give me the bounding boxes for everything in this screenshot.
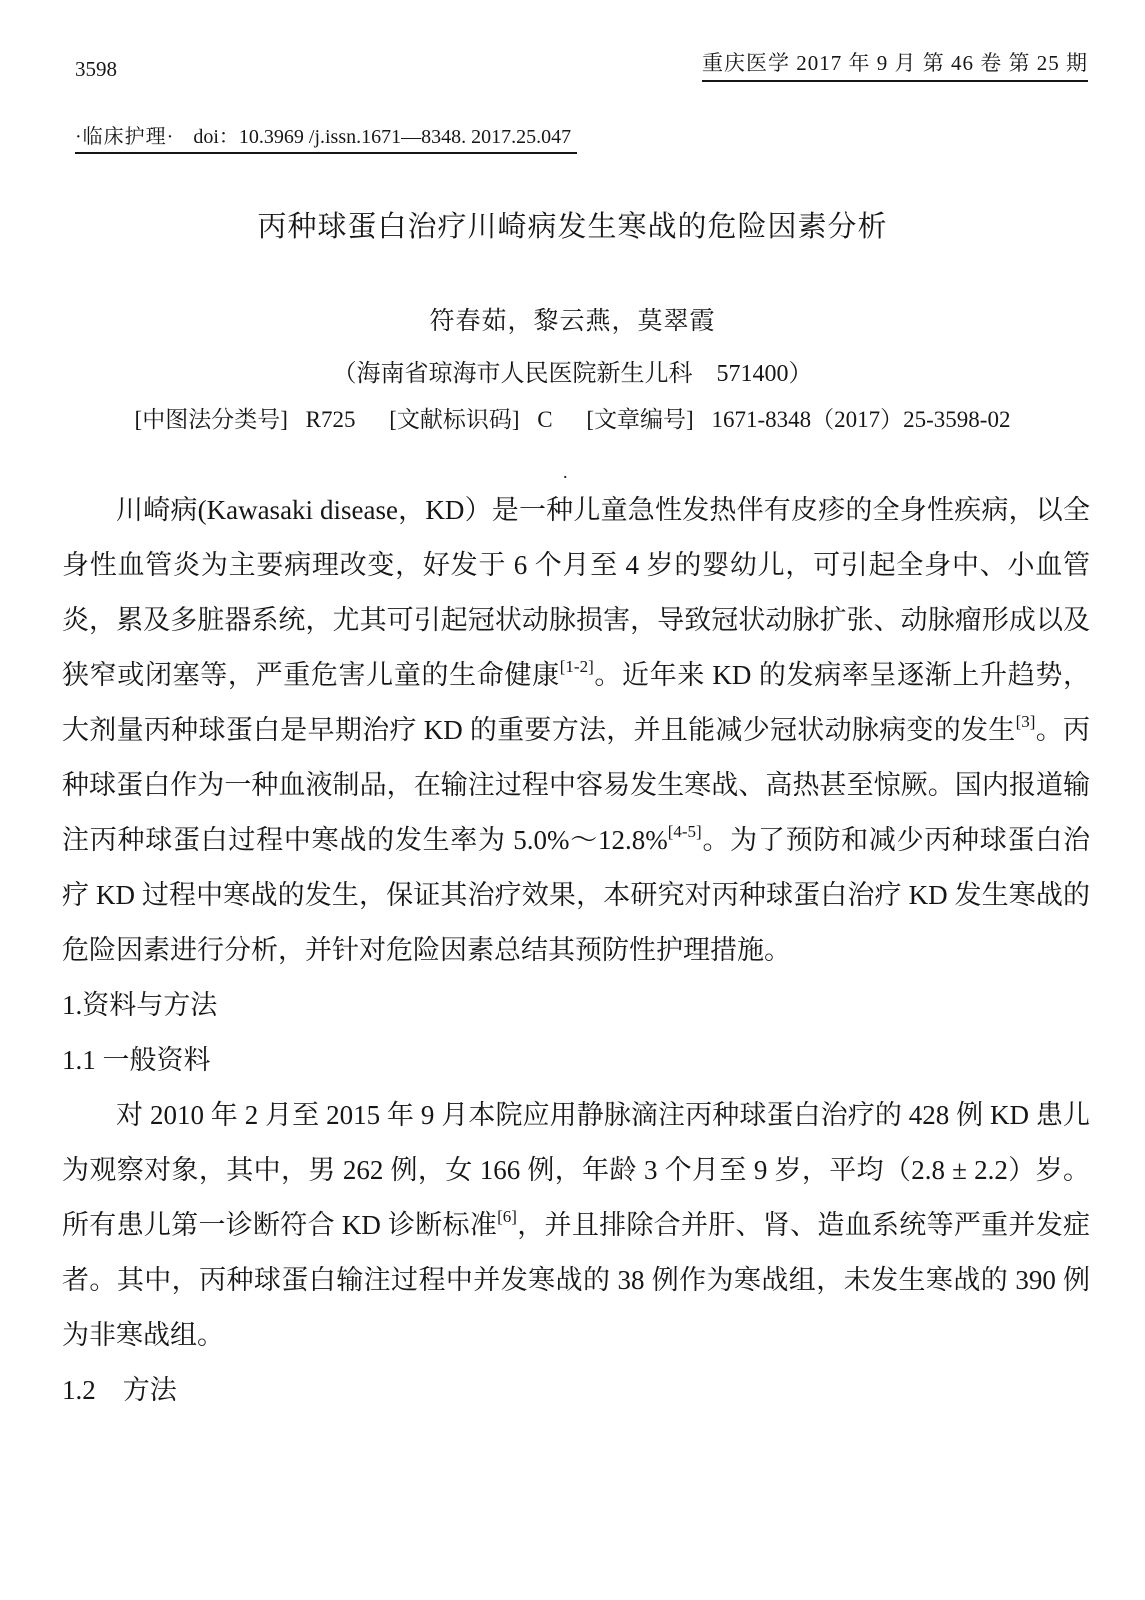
journal-issue-info: 重庆医学 2017 年 9 月 第 46 卷 第 25 期 [702,50,1088,82]
doc-code-label: [文献标识码] [389,407,520,432]
meta-underline [75,126,577,154]
section-heading-1-1: 1.1 一般资料 [62,1045,211,1075]
general-data-seg-1: 对 2010 年 2 月至 2015 年 9 月本院应用静脉滴注丙种球蛋白治疗的 428 例 KD 患儿为观察对象，其中，男 262 例，女 166 例，年龄 3 个月至 9 岁，平均（2.8 ± 2.2）岁。所有患儿第一诊断符合 KD 诊断标准 [62,1100,1090,1240]
stray-mark: . [563,462,568,482]
citation-ref-3: [3] [1015,712,1036,731]
running-head [75,50,1088,82]
affiliation-line: （海南省琼海市人民医院新生儿科 571400） [332,361,813,387]
page-number: 3598 [75,57,117,81]
citation-ref-6: [6] [497,1207,517,1226]
intro-seg-3: 。丙种球蛋白作为一种血液制品，在输注过程中容易发生寒战、高热甚至惊厥。国内报道输注丙种球蛋白过程中寒战的发生率为 5.0%～12.8% [62,715,1090,855]
section-heading-1-2: 1.2 方法 [62,1375,177,1405]
classification-line [0,401,1145,434]
doc-code-value: C [537,407,553,432]
article-body [62,483,1090,1418]
meta-line [75,124,577,150]
general-data-seg-2: ，并且排除合并肝、肾、造血系统等严重并发症者。其中，丙种球蛋白输注过程中并发寒战的 38 例作为寒战组，未发生寒战的 390 例为非寒战组。 [62,1210,1091,1350]
article-no-label: [文章编号] [586,407,694,432]
article-title: 丙种球蛋白治疗川崎病发生寒战的危险因素分析 [257,211,888,243]
intro-paragraph [62,483,1090,978]
intro-seg-4: 。为了预防和减少丙种球蛋白治疗 KD 过程中寒战的发生，保证其治疗效果，本研究对丙种球蛋白治疗 KD 发生寒战的危险因素进行分析，并针对危险因素总结其预防性护理措施。 [62,825,1091,965]
citation-ref-4-5: [4-5] [667,822,702,841]
intro-seg-2: 。近年来 KD 的发病率呈逐渐上升趋势，大剂量丙种球蛋白是早期治疗 KD 的重要方法，并且能减少冠状动脉病变的发生 [62,660,1091,745]
column-category: ·临床护理· [75,126,175,148]
doi-text: doi：10.3969 /j.issn.1671—8348. 2017.25.047 [193,126,572,148]
section-heading-1: 1.资料与方法 [62,990,218,1020]
general-data-paragraph [62,1088,1090,1363]
citation-ref-1-2: [1-2] [559,657,594,676]
intro-seg-1: 川崎病(Kawasaki disease，KD）是一种儿童急性发热伴有皮疹的全身性疾病，以全身性血管炎为主要病理改变，好发于 6 个月至 4 岁的婴幼儿，可引起全身中、小血管炎，累及多脏器系统，尤其可引起冠状动脉损害，导致冠状动脉扩张、动脉瘤形成以及狭窄或闭塞等，严重危害儿童的生命健康 [62,495,1090,690]
authors-line: 符春茹，黎云燕，莫翠霞 [429,308,716,335]
clc-value: R725 [305,407,356,432]
clc-label: [中图法分类号] [134,407,288,432]
article-no-value: 1671-8348（2017）25-3598-02 [711,407,1011,432]
